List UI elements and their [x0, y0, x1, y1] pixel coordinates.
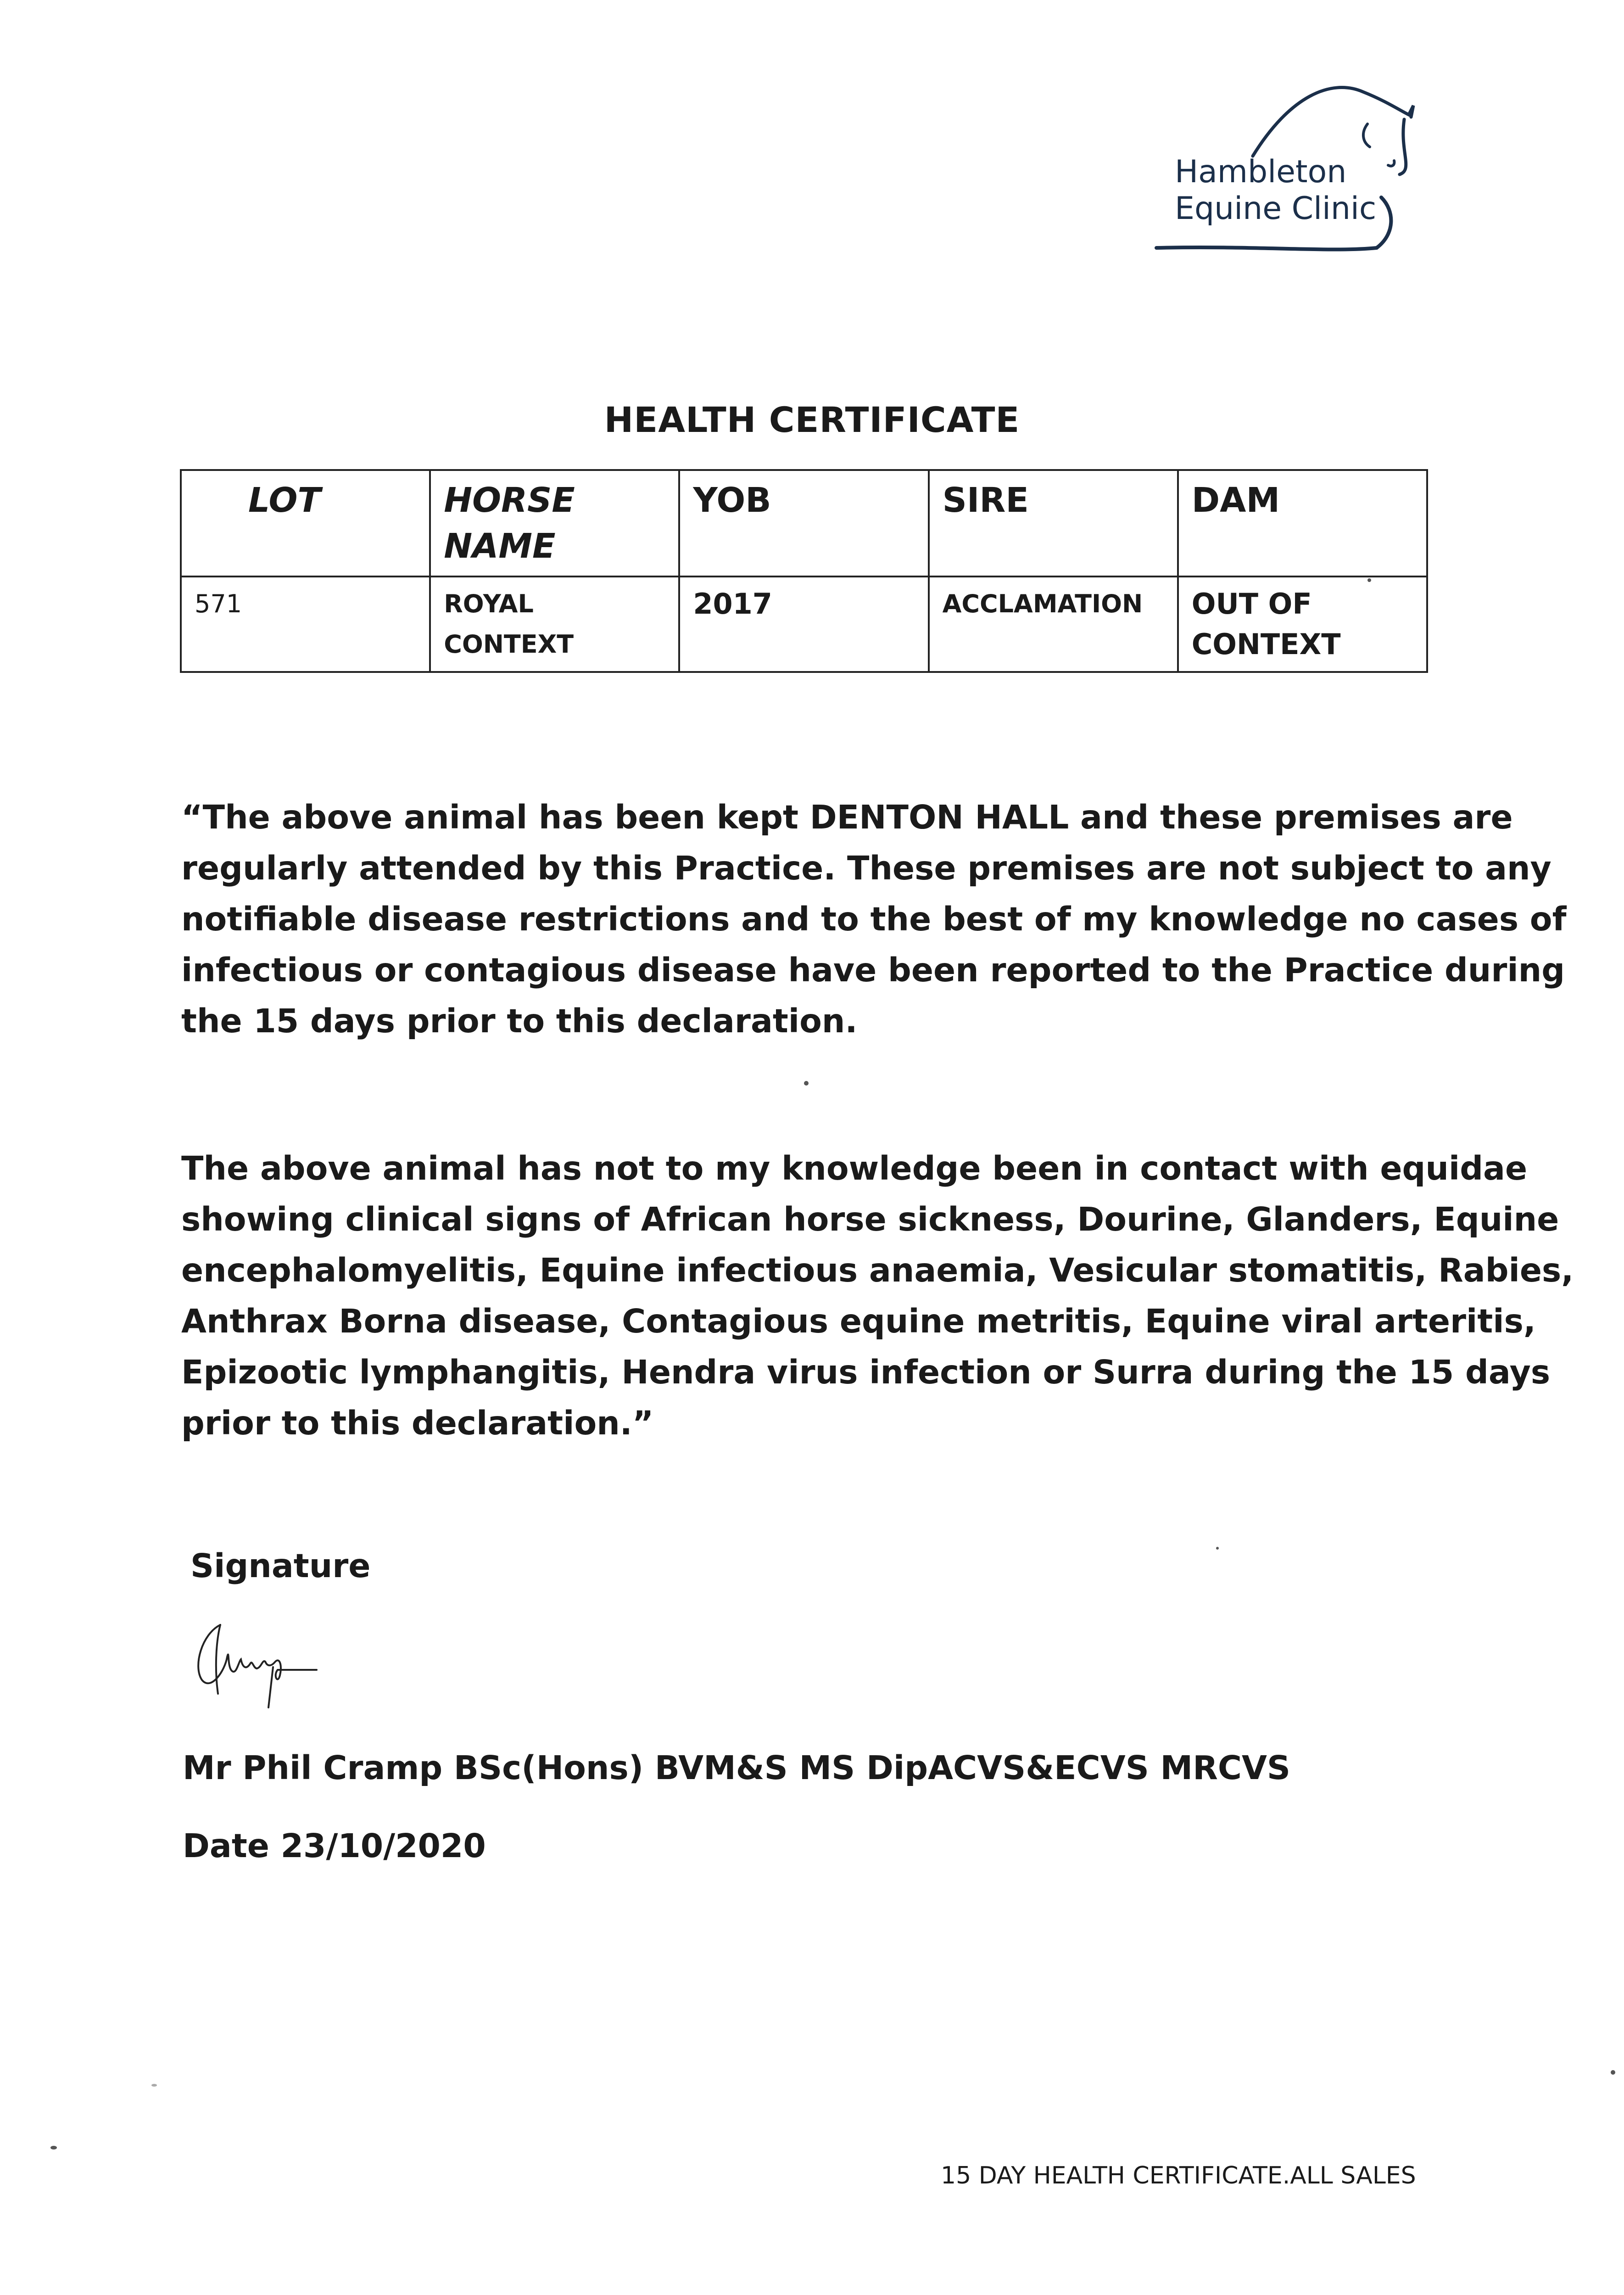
handwritten-signature [184, 1616, 330, 1726]
paragraph-line: showing clinical signs of African horse sickness, Dourine, Glanders, Equine [181, 1200, 1559, 1238]
table-header-row [181, 470, 1427, 577]
logo-line-1: Hambleton [1175, 154, 1347, 190]
header-yob: YOB [679, 470, 928, 577]
cell-yob: 2017 [679, 577, 928, 672]
paragraph-line: encephalomyelitis, Equine infectious anaemia, Vesicular stomatitis, Rabies, [181, 1251, 1574, 1289]
paragraph-line: infectious or contagious disease have been reported to the Practice during [181, 951, 1565, 989]
header-horse-name: HORSE NAME [430, 470, 679, 577]
cell-dam: OUT OF CONTEXT [1178, 577, 1427, 672]
cell-lot: 571 [181, 577, 430, 672]
scan-speck [151, 2084, 157, 2087]
paragraph-line: regularly attended by this Practice. These premises are not subject to any [181, 849, 1551, 887]
declaration-paragraph-1 [181, 792, 1567, 1047]
cell-horse-name: ROYAL CONTEXT [430, 577, 679, 672]
scan-speck [804, 1081, 809, 1086]
paragraph-line: prior to this declaration.” [181, 1404, 654, 1442]
footer-text: 15 DAY HEALTH CERTIFICATE.ALL SALES [941, 2162, 1416, 2189]
header-sire: SIRE [929, 470, 1178, 577]
paragraph-line: Epizootic lymphangitis, Hendra virus infection or Surra during the 15 days [181, 1353, 1551, 1391]
header-lot: LOT [181, 470, 430, 577]
signature-label: Signature [190, 1547, 371, 1585]
scan-speck [1367, 578, 1371, 582]
signature-icon [184, 1616, 330, 1726]
certificate-table [180, 469, 1428, 673]
paragraph-line: “The above animal has been kept DENTON HALL and these premises are [181, 798, 1513, 836]
scan-speck [1611, 2070, 1615, 2075]
paragraph-line: Anthrax Borna disease, Contagious equine metritis, Equine viral arteritis, [181, 1302, 1536, 1340]
table-row [181, 577, 1427, 672]
paragraph-line: the 15 days prior to this declaration. [181, 1002, 858, 1040]
paragraph-line: The above animal has not to my knowledge been in contact with equidae [181, 1149, 1528, 1187]
scan-speck [50, 2146, 57, 2149]
declaration-paragraph-2 [181, 1143, 1574, 1449]
certificate-date: Date 23/10/2020 [183, 1827, 486, 1865]
clinic-logo [1138, 60, 1459, 271]
logo-line-2: Equine Clinic [1175, 190, 1377, 227]
paragraph-line: notifiable disease restrictions and to the best of my knowledge no cases of [181, 900, 1567, 938]
document-title: HEALTH CERTIFICATE [604, 399, 1020, 440]
scan-speck [1216, 1547, 1219, 1550]
cell-sire: ACCLAMATION [929, 577, 1178, 672]
header-dam: DAM [1178, 470, 1427, 577]
vet-name: Mr Phil Cramp BSc(Hons) BVM&S MS DipACVS&ECVS MRCVS [183, 1749, 1291, 1787]
